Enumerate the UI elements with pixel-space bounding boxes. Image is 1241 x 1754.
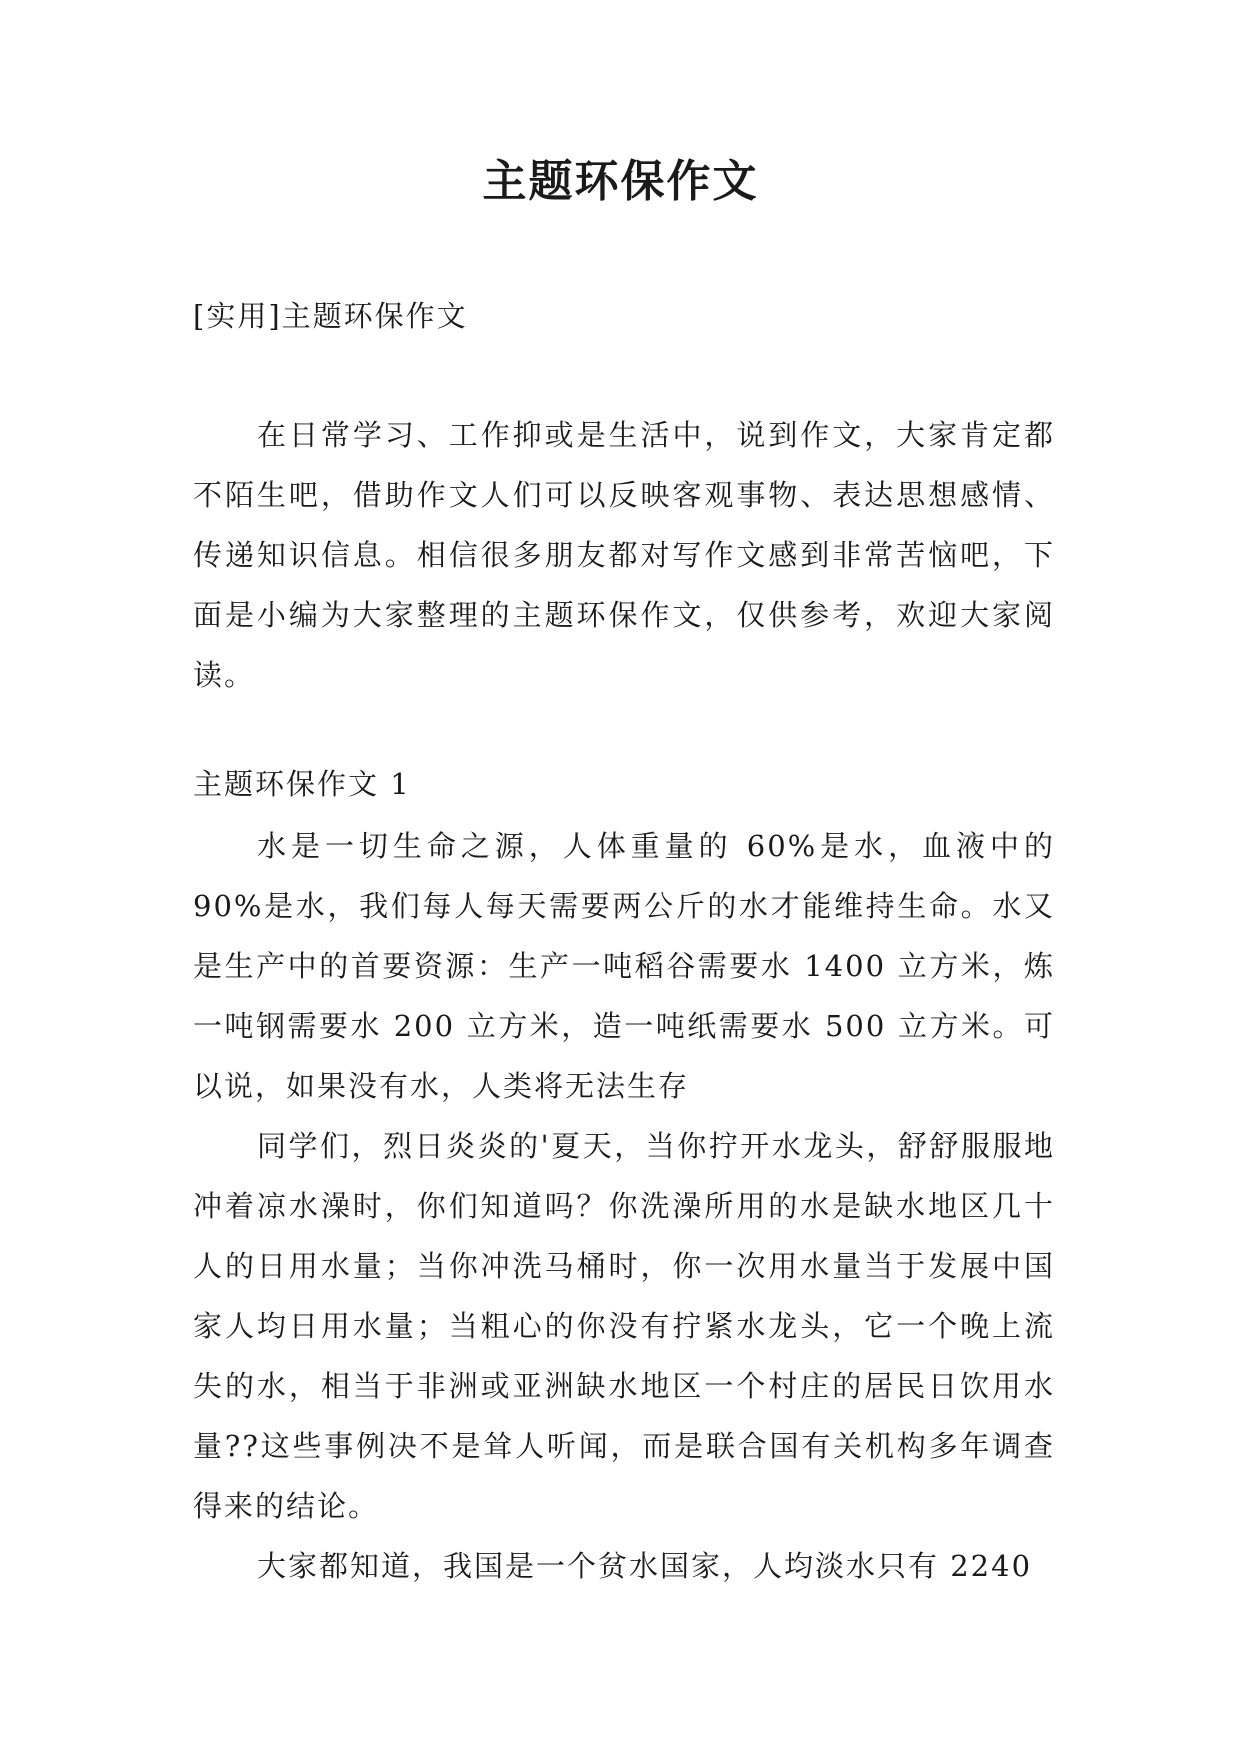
- essay-paragraph-2: 同学们，烈日炎炎的'夏天，当你拧开水龙头，舒舒服服地冲着凉水澡时，你们知道吗？你洗澡所用的水是缺水地区几十人的日用水量；当你冲洗马桶时，你一次用水量当于发展中国家人均日用水量；当粗心的你没有拧紧水龙头，它一个晚上流失的水，相当于非洲或亚洲缺水地区一个村庄的居民日饮用水量??这些事例决不是耸人听闻，而是联合国有关机构多年调查得来的结论。: [193, 1129, 1055, 1523]
- essay-paragraph-3: 大家都知道，我国是一个贫水国家，人均淡水只有 2240: [257, 1549, 1033, 1583]
- essay-body: [193, 816, 1055, 1596]
- section-heading: 主题环保作文 1: [193, 767, 411, 801]
- intro-paragraph: 在日常学习、工作抑或是生活中，说到作文，大家肯定都不陌生吧，借助作文人们可以反映客观事物、表达思想感情、传递知识信息。相信很多朋友都对写作文感到非常苦恼吧，下面是小编为大家整理的主题环保作文，仅供参考，欢迎大家阅读。: [193, 418, 1055, 692]
- essay-paragraph-1: 水是一切生命之源，人体重量的 60%是水，血液中的 90%是水，我们每人每天需要两公斤的水才能维持生命。水又是生产中的首要资源：生产一吨稻谷需要水 1400 立方米，炼一吨钢需要水 200 立方米，造一吨纸需要水 500 立方米。可以说，如果没有水，人类将无法生存: [193, 829, 1055, 1103]
- document-subtitle: [实用]主题环保作文: [193, 299, 468, 333]
- document-title: 主题环保作文: [482, 156, 759, 207]
